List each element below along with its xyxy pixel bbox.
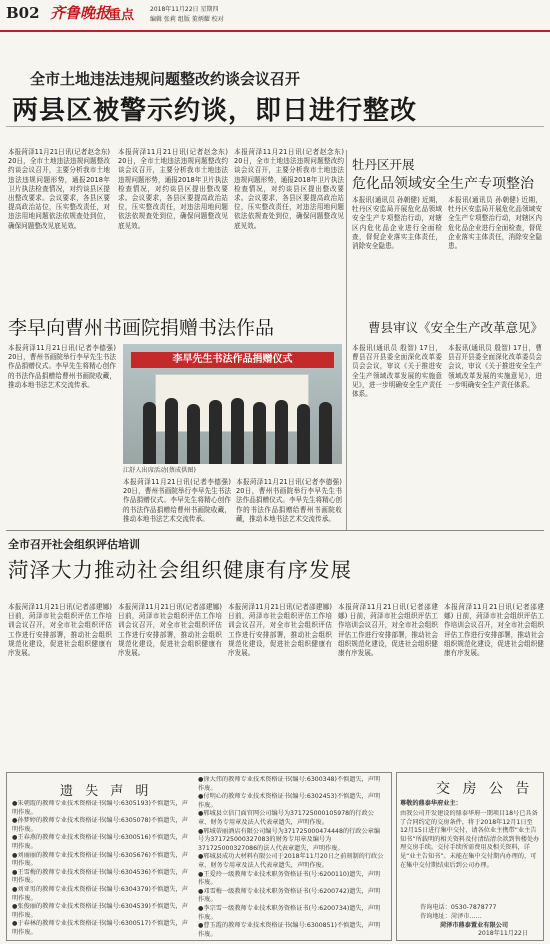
- list-item: ●曹玉霞的教师专业技术资格证书(编号:6300851)不慎遗失，声明作废。: [198, 922, 381, 938]
- list-item: ●王爱玲一级教师专业技术职务资格证书(号:6200110)遗失，声明作废。: [198, 870, 381, 887]
- lost-notice-list-2: [198, 776, 386, 938]
- side1-body-col2: 本报讯(通讯员 孙朝健) 近期，牡丹区安监局开展危化品领域安全生产专项整治行动，对辖区内危化品企业进行全面检查，督促企业落实主体责任，消除安全隐患。: [448, 196, 542, 251]
- list-item: ●徐大伟的教师专业技术资格证书(编号:6300348)不慎遗失，声明作废。: [198, 776, 381, 792]
- list-item: ●朱朝霞的教师专业技术资格证书(编号:6305193)不慎遗失，声明作废。: [12, 800, 188, 816]
- list-item: ●邓雪梅一级教师专业技术职务资格证书(号:6200742)遗失，声明作废。: [198, 887, 381, 904]
- delivery-greeting: 尊敬的鼎泰华府业主：: [400, 800, 462, 807]
- article3-kicker: 全市召开社会组织评估培训: [8, 538, 140, 551]
- side2-title: 曹县审议《安全生产改革意见》: [368, 320, 544, 335]
- photo-caption: 江舒人出席活动(蔡成供图): [123, 467, 196, 474]
- article3-body-col3: 本报菏泽11月21日讯(记者邵建娜) 日前，菏泽市社会组织评估工作培训会议召开，对全市社会组织评估工作进行安排部署，推动社会组织规范化建设，促进社会组织健康有序发展。: [228, 603, 332, 658]
- article1-body-col2: 本报菏泽11月21日讯(记者赵念东) 20日，全市土地违法违规问题整改约谈会议召开，主要分析我市土地违法违规问题形势，通报2018年卫片执法检查情况，对约谈县区提出整改要求。会议要求，各县区要提高政治站位，压实整改责任，对违法用地问题依法依规查处到位，确保问题整改见底见效。: [118, 148, 228, 230]
- lost-notice-list: [12, 800, 192, 938]
- list-item: ●郓城蒂丽酒店有限公司编号为371725000474448的行政公章编号为371725000327083的财务专用章及编号为371725000327086的法人代表章遗失，声明作废。: [198, 827, 381, 852]
- delivery-notice-title: 交 房 公 告: [436, 781, 534, 797]
- list-item: ●郓城县立信门面官网公司编号为371725000105978的行政公章、财务专用章及法人代表章遗失，声明作废。: [198, 810, 374, 826]
- list-item: ●李宗雪一级教师专业技术职务资格证书(号:6200734)遗失，声明作废。: [198, 904, 381, 921]
- article3-body-col5: 本报菏泽11月21日讯(记者邵建娜) 日前，菏泽市社会组织评估工作培训会议召开，对全市社会组织评估工作进行安排部署，推动社会组织规范化建设，促进社会组织健康有序发展。: [444, 603, 544, 658]
- person-figure: [209, 400, 222, 464]
- person-figure: [253, 402, 266, 464]
- article3-headline: 菏泽大力推动社会组织健康有序发展: [8, 558, 352, 582]
- person-figure: [165, 398, 178, 464]
- article3-body-col4: 本报菏泽11月21日讯(记者邵建娜) 日前，菏泽市社会组织评估工作培训会议召开，对全市社会组织评估工作进行安排部署，推动社会组织规范化建设，促进社会组织健康有序发展。: [338, 603, 438, 658]
- list-item: ●王春燕的教师专业技术资格证书(编号:6300516)不慎遗失，声明作废。: [12, 834, 188, 850]
- list-item: ●于春林的教师专业技术资格证书(编号:6300517)不慎遗失，声明作废。: [12, 920, 188, 936]
- article1-body: 本报菏泽11月21日讯(记者赵念东) 20日，全市土地违法违规问题整改约谈会议召开，主要分析我市土地违法违规问题形势，通报2018年卫片执法检查情况，对约谈县区提出整改要求。会议要求，各县区要提高政治站位，压实整改责任，对违法用地问题依法依规查处到位，确保问题整改见底见效。: [8, 148, 110, 230]
- side1-title-line1: 牡丹区开展: [352, 157, 415, 172]
- article2-body: 本报菏泽11月21日讯(记者李德强) 20日，曹州书画院举行李早先生书法作品捐赠仪式。李早先生将精心创作的书法作品捐赠给曹州书画院收藏，推动本地书法艺术交流传承。: [8, 344, 116, 389]
- person-figure: [187, 404, 200, 464]
- divider: [6, 530, 544, 531]
- list-item: ●孙梦婷的教师专业技术资格证书(编号:6305078)不慎遗失，声明作废。: [12, 817, 188, 833]
- page-header: [0, 0, 550, 32]
- delivery-date: 2018年11月22日: [478, 930, 529, 937]
- article1-body-col3: 本报菏泽11月21日讯(记者赵念东) 20日，全市土地违法违规问题整改约谈会议召开，主要分析我市土地违法违规问题形势，通报2018年卫片执法检查情况，对约谈县区提出整改要求。会议要求，各县区要提高政治站位，压实整改责任，对违法用地问题依法依规查处到位，确保问题整改见底见效。: [234, 148, 344, 230]
- article1-headline: 两县区被警示约谈，即日进行整改: [12, 96, 418, 126]
- delivery-phone: 咨询电话：0530-7878777: [420, 904, 497, 911]
- issue-date: 2018年11月22日 星期四: [150, 6, 219, 13]
- side1-body: 本报讯(通讯员 孙朝健) 近期，牡丹区安监局开展危化品领域安全生产专项整治行动，对辖区内危化品企业进行全面检查，督促企业落实主体责任，消除安全隐患。: [352, 196, 442, 251]
- person-figure: [275, 400, 288, 464]
- delivery-body: 由我公司开发建设的鼎泰华府一期项目18号已具备了合同约定的交房条件，将于2018年12月1日至12月15日进行集中交付，请各位业主携带“业主告知书”所载明的相关资料及付清结清余款到售楼处办理交房手续。交付手续所需费用及相关资料，详见“业主告知书”。未能在集中交付期内办理的，可在集中交付期结束后到公司办理。: [400, 810, 540, 869]
- side2-body-col2: 本报讯(通讯员 殷智) 17日，曹县召开县委全面深化改革委员会会议，审议《关于推进安全生产领域改革发展的实施意见》，进一步明确安全生产责任体系。: [448, 344, 542, 389]
- article2-body-col2: 本报菏泽11月21日讯(记者李德强) 20日，曹州书画院举行李早先生书法作品捐赠仪式。李早先生将精心创作的书法作品捐赠给曹州书画院收藏，推动本地书法艺术交流传承。: [123, 478, 231, 523]
- article3-body-col2: 本报菏泽11月21日讯(记者邵建娜) 日前，菏泽市社会组织评估工作培训会议召开，对全市社会组织评估工作进行安排部署，推动社会组织规范化建设，促进社会组织健康有序发展。: [118, 603, 222, 658]
- page-number: B02: [6, 4, 40, 22]
- editor-credits: 编辑 张莉 组版 董炳耀 校对: [150, 16, 224, 23]
- article1-kicker: 全市土地违法违规问题整改约谈会议召开: [30, 70, 301, 88]
- lost-notice-title: 遗 失 声 明: [60, 784, 153, 799]
- list-item: ●刘亚男的教师专业技术资格证书(编号:6304379)不慎遗失，声明作废。: [12, 885, 188, 902]
- article3-body: 本报菏泽11月21日讯(记者邵建娜) 日前，菏泽市社会组织评估工作培训会议召开，对全市社会组织评估工作进行安排部署，推动社会组织规范化建设，促进社会组织健康有序发展。: [8, 603, 112, 658]
- divider: [6, 126, 544, 127]
- list-item: ●付明心的教师专业技术资格证书(编号:6302453)不慎遗失，声明作废。: [198, 793, 381, 809]
- photo-banner: 李早先生书法作品捐赠仪式: [131, 352, 334, 368]
- article2-body-col3: 本报菏泽11月21日讯(记者李德强) 20日，曹州书画院举行李早先生书法作品捐赠仪式。李早先生将精心创作的书法作品捐赠给曹州书画院收藏，推动本地书法艺术交流传承。: [236, 478, 342, 523]
- person-figure: [319, 402, 332, 464]
- person-figure: [143, 402, 156, 464]
- delivery-company: 菏泽市鼎泰置业有限公司: [440, 922, 509, 929]
- person-figure: [297, 404, 310, 464]
- person-figure: [231, 398, 244, 464]
- side1-title-line2: 危化品领域安全生产专项整治: [352, 176, 534, 192]
- newspaper-brand: 齐鲁晚报: [50, 4, 111, 22]
- list-item: ●张俊丽的教师专业技术资格证书(编号:6304539)不慎遗失，声明作废。: [12, 903, 188, 919]
- delivery-hours: 咨询地址：菏泽市……: [420, 913, 482, 920]
- side2-body: 本报讯(通讯员 殷智) 17日，曹县召开县委全面深化改革委员会会议，审议《关于推进安全生产领域改革发展的实施意见》，进一步明确安全生产责任体系。: [352, 344, 442, 399]
- list-item: ●刘丽丽的教师专业技术资格证书(编号:6305676)不慎遗失，声明作废。: [12, 851, 188, 868]
- section-title: 重点: [108, 8, 135, 23]
- list-item: ●郓城县成功大材料有限公司于2018年11月20日之前刻制的行政公章、财务专用章及法人代表章遗失，声明作废。: [198, 853, 384, 869]
- list-item: ●王雪梅的教师专业技术资格证书(编号:6304536)不慎遗失，声明作废。: [12, 868, 188, 885]
- ceremony-photo: [123, 344, 342, 464]
- column-divider: [346, 150, 347, 530]
- article2-title: 李早向曹州书画院捐赠书法作品: [8, 317, 275, 339]
